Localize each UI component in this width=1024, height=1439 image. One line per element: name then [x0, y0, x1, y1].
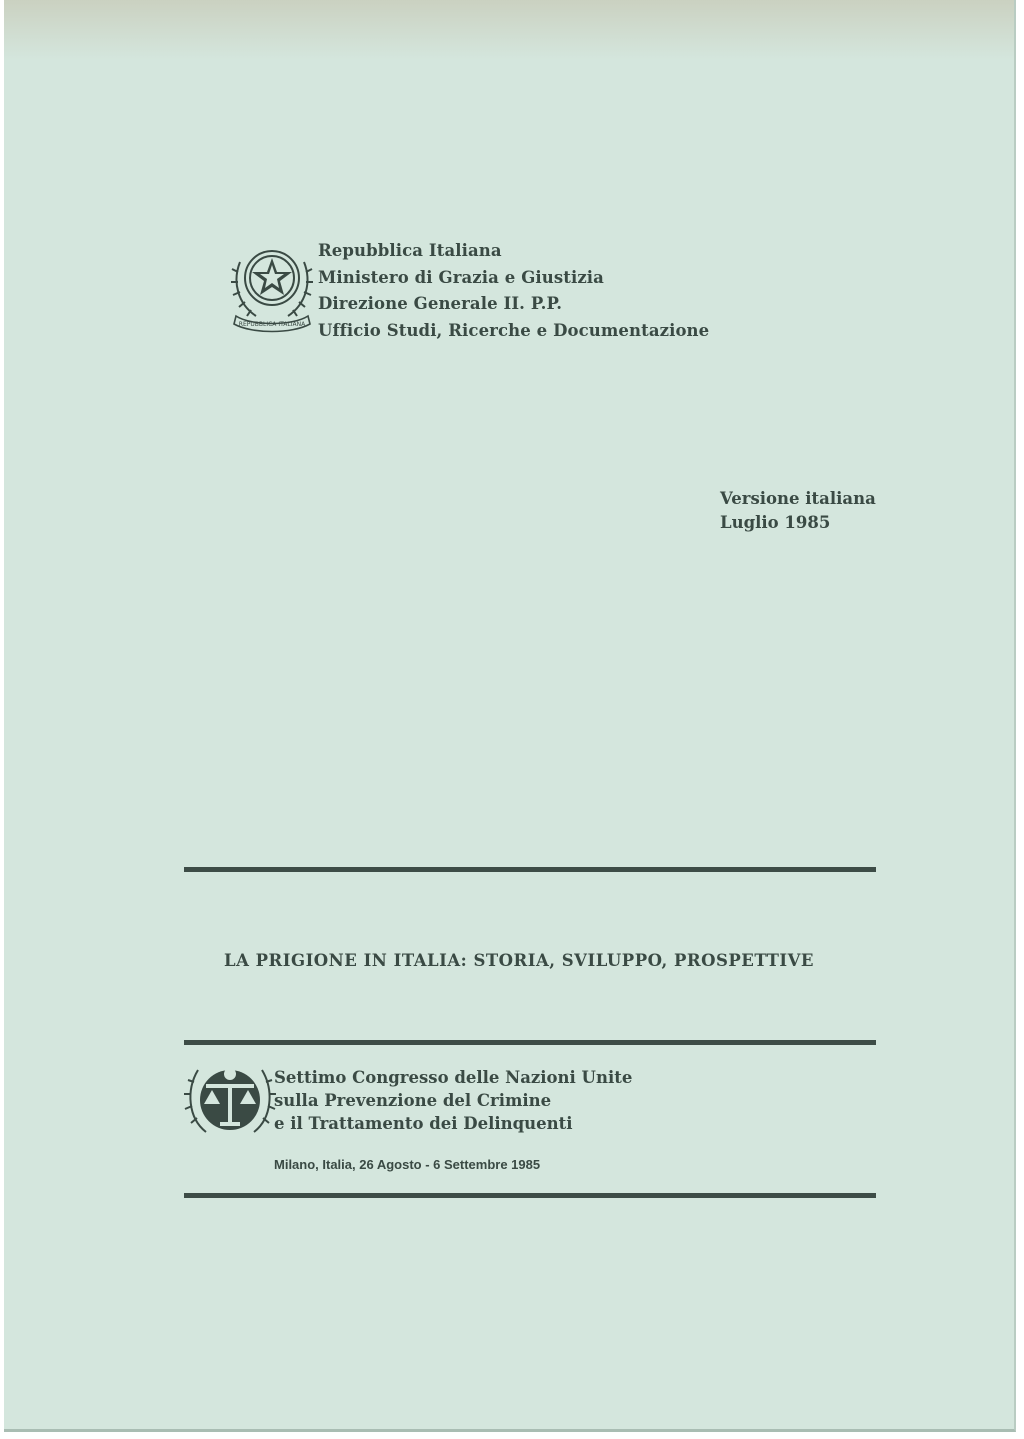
- issuing-authority: [318, 238, 709, 344]
- congress-place-date: Milano, Italia, 26 Agosto - 6 Settembre 1985: [274, 1157, 541, 1172]
- version-date: Luglio 1985: [720, 513, 831, 532]
- version-block: [720, 487, 876, 535]
- congress-line-1: Settimo Congresso delle Nazioni Unite: [274, 1068, 633, 1087]
- divider-bottom: [184, 1193, 876, 1198]
- document-cover: [4, 0, 1016, 1432]
- header-line-office: Ufficio Studi, Ricerche e Documentazione: [318, 320, 710, 340]
- paper-aging-texture: [4, 0, 1014, 60]
- header-line-ministry: Ministero di Grazia e Giustizia: [318, 267, 604, 287]
- divider-top: [184, 867, 876, 872]
- congress-line-3: e il Trattamento dei Delinquenti: [274, 1114, 573, 1133]
- congress-line-2: sulla Prevenzione del Crimine: [274, 1091, 552, 1110]
- italian-republic-emblem-icon: [226, 232, 318, 334]
- congress-name: [274, 1066, 632, 1135]
- header-line-republic: Repubblica Italiana: [318, 241, 502, 260]
- header-line-directorate: Direzione Generale II. P.P.: [318, 294, 563, 313]
- document-title: LA PRIGIONE IN ITALIA: STORIA, SVILUPPO, PROSPETTIVE: [224, 951, 814, 970]
- version-language: Versione italiana: [720, 489, 876, 508]
- divider-middle: [184, 1040, 876, 1045]
- emblem-ribbon-text: REPUBBLICA ITALIANA: [238, 321, 306, 328]
- un-crime-congress-logo-icon: [182, 1060, 278, 1140]
